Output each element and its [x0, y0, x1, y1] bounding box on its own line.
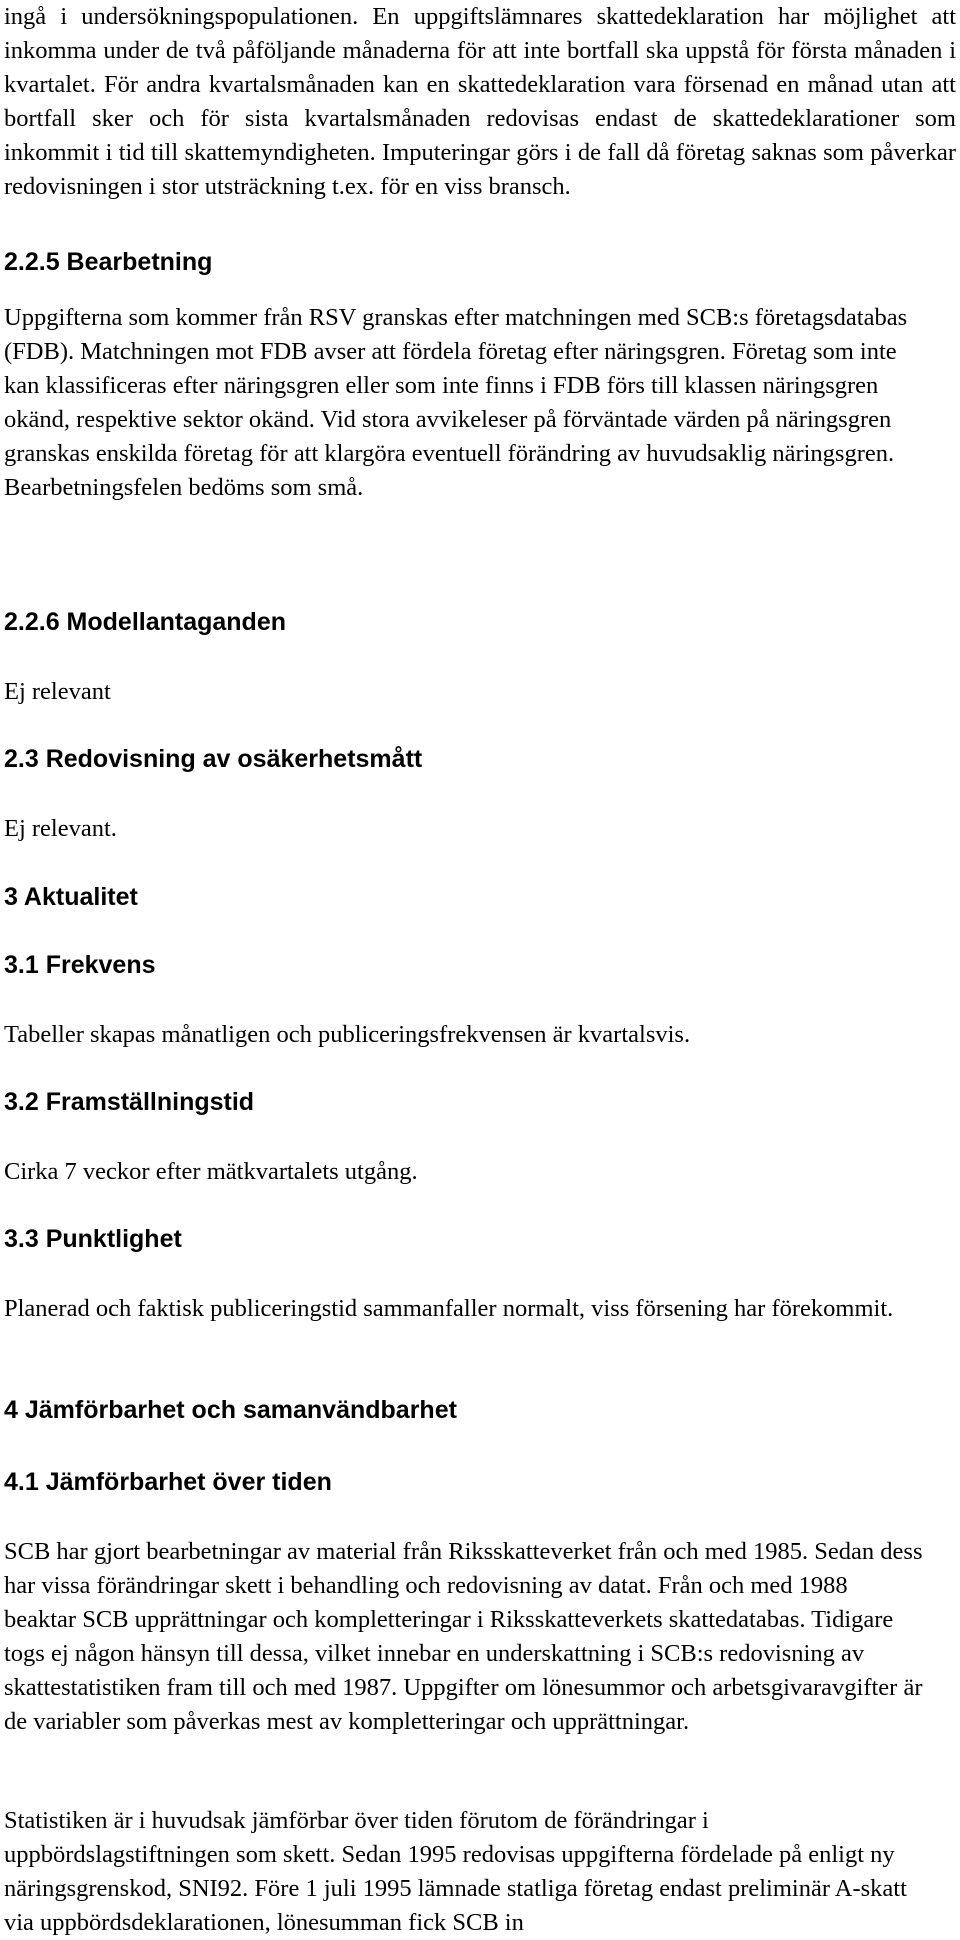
heading-2-2-6: 2.2.6 Modellantaganden: [4, 608, 287, 636]
intro-paragraph: ingå i undersökningspopulationen. En uppgiftslämnares skattedeklaration har möjlighet att inkomma under de två påföljande månaderna för att inte bortfall ska uppstå för första månaden i kvartalet. För andra kvartalsmånaden kan en skattedeklaration vara försenad en månad utan att bortfall sker och för sista kvartalsmånaden redovisas endast de skattedeklarationer som inkommit i tid till skattemyndigheten. Imputeringar görs i de fall då företag saknas som påverkar redovisningen i stor utsträckning t.ex. för en viss bransch.: [4, 3, 956, 200]
paragraph-osakerhetsmatt: Ej relevant.: [4, 815, 117, 842]
heading-2-2-5: 2.2.5 Bearbetning: [4, 248, 213, 276]
paragraph-jamforbarhet-1: SCB har gjort bearbetningar av material från Riksskatteverket från och med 1985. Sedan dess har vissa förändringar skett i behandling och redovisning av datat. Från och med 1988 beaktar SCB upprättningar och kompletteringar i Riksskatteverkets skattedatabas. Tidigare togs ej någon hänsyn till dessa, vilket innebar en underskattning i SCB:s redovisning av skattestatistiken fram till och med 1987. Uppgifter om lönesummor och arbetsgivaravgifter är de variabler som påverkas mest av kompletteringar och upprättningar.: [4, 1538, 923, 1735]
heading-3-1: 3.1 Frekvens: [4, 951, 156, 979]
heading-4: 4 Jämförbarhet och samanvändbarhet: [4, 1396, 457, 1424]
paragraph-jamforbarhet-2: Statistiken är i huvudsak jämförbar över tiden förutom de förändringar i uppbördslagstiftningen som skett. Sedan 1995 redovisas uppgifterna fördelade på enligt ny näringsgrenskod, SNI92. Före 1 juli 1995 lämnade statliga företag endast preliminär A-skatt via uppbördsdeklarationen, lönesumman fick SCB in: [4, 1807, 907, 1936]
heading-3: 3 Aktualitet: [4, 883, 138, 911]
paragraph-frekvens: Tabeller skapas månatligen och publiceringsfrekvensen är kvartalsvis.: [4, 1021, 691, 1048]
heading-4-1: 4.1 Jämförbarhet över tiden: [4, 1468, 332, 1496]
paragraph-bearbetning: Uppgifterna som kommer från RSV granskas efter matchningen med SCB:s företagsdatabas (FDB). Matchningen mot FDB avser att fördela företag efter näringsgren. Företag som inte kan klassificeras efter näringsgren eller som inte finns i FDB förs till klassen näringsgren okänd, respektive sektor okänd. Vid stora avvikeleser på förväntade värden på näringsgren granskas enskilda företag för att klargöra eventuell förändring av huvudsaklig näringsgren. Bearbetningsfelen bedöms som små.: [4, 304, 908, 501]
paragraph-punktlighet: Planerad och faktisk publiceringstid sammanfaller normalt, viss försening har förekommit.: [4, 1295, 894, 1322]
heading-2-3: 2.3 Redovisning av osäkerhetsmått: [4, 745, 423, 773]
paragraph-modellantaganden: Ej relevant: [4, 678, 111, 705]
heading-3-2: 3.2 Framställningstid: [4, 1088, 255, 1116]
paragraph-framstallningstid: Cirka 7 veckor efter mätkvartalets utgång.: [4, 1158, 418, 1185]
heading-3-3: 3.3 Punktlighet: [4, 1225, 182, 1253]
